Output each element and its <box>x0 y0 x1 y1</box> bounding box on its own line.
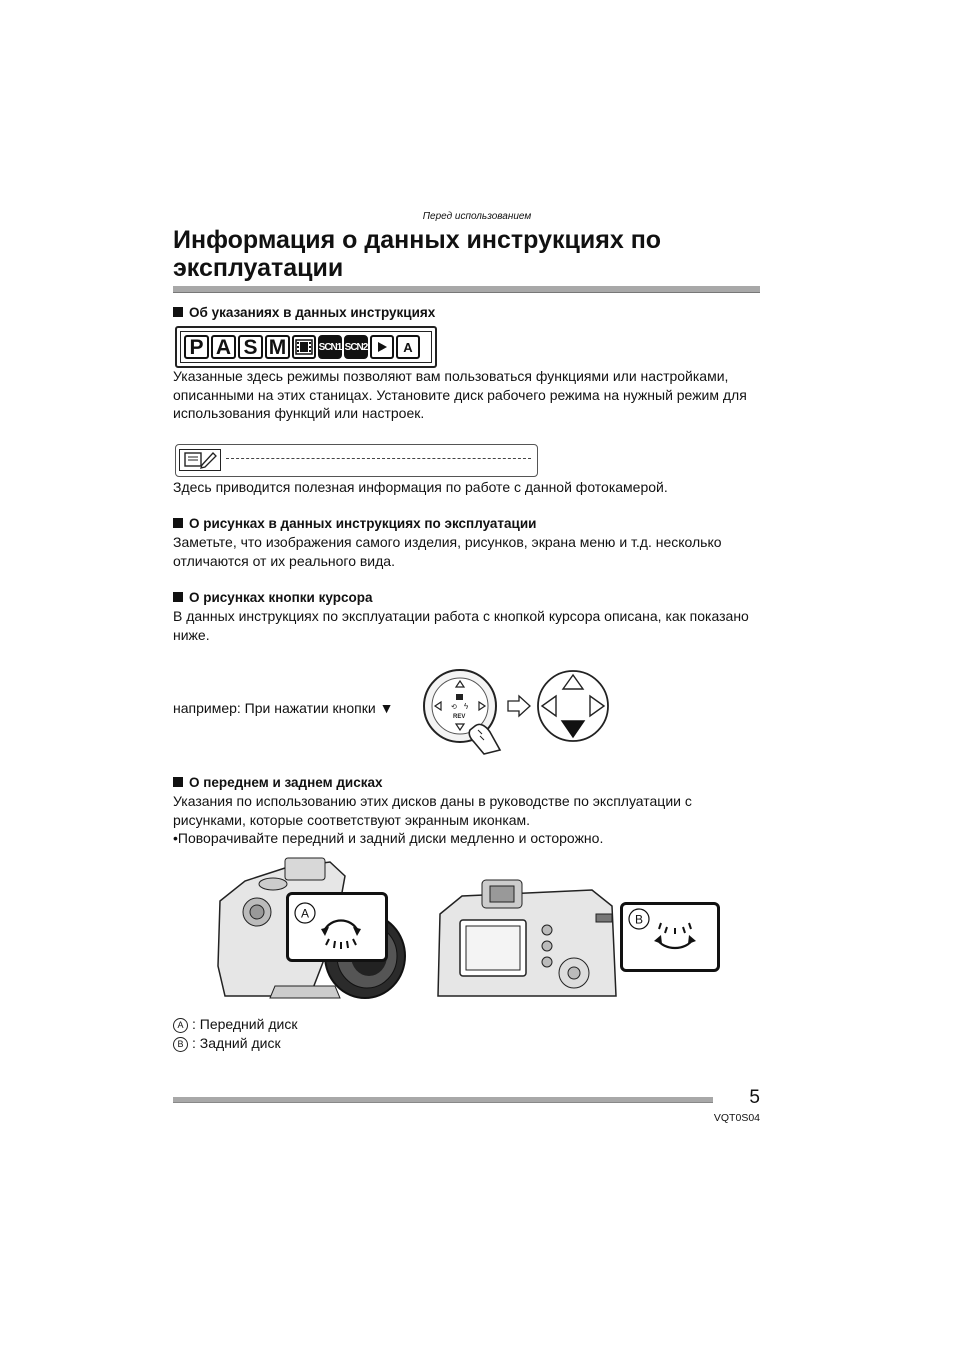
mode-icons-row <box>180 331 432 363</box>
mode-icon-s: S <box>238 335 263 359</box>
section-header: Перед использованием <box>422 211 532 222</box>
section-heading-pictures: О рисунках в данных инструкциях по эксплуатации <box>173 516 536 531</box>
section-text-pictures: Заметьте, что изображения самого изделия, рисунков, экрана меню и т.д. несколько отличаются от их реального вида. <box>173 534 722 569</box>
mode-icon-p: P <box>184 335 209 359</box>
page-number: 5 <box>749 1087 760 1108</box>
legend-b-marker: B <box>173 1037 188 1052</box>
legend-item-rear: B : Задний диск <box>173 1035 281 1052</box>
note-pencil-icon <box>179 449 221 471</box>
dials-caution-bullet: •Поворачивайте передний и задний диски медленно и осторожно. <box>173 830 604 846</box>
mode-icon-scn2: SCN2 <box>344 335 368 359</box>
section-heading-instructions: Об указаниях в данных инструкциях <box>173 305 435 320</box>
section-heading-cursor: О рисунках кнопки курсора <box>173 590 372 605</box>
legend-a-marker: A <box>173 1018 188 1033</box>
note-dashed-line <box>226 458 531 459</box>
title-rule <box>173 286 760 293</box>
square-bullet-icon <box>173 518 183 528</box>
square-bullet-icon <box>173 307 183 317</box>
svg-text:⟲: ⟲ <box>451 704 457 711</box>
note-text: Здесь приводится полезная информация по работе с данной фотокамерой. <box>173 479 668 495</box>
square-bullet-icon <box>173 777 183 787</box>
document-code: VQT0S04 <box>713 1112 760 1124</box>
right-arrow-icon <box>506 694 532 718</box>
motion-picture-icon <box>292 335 316 359</box>
mode-icon-m: M <box>265 335 290 359</box>
section-heading-dials: О переднем и заднем дисках <box>173 775 383 790</box>
page-title <box>173 226 773 282</box>
svg-text:ϟ: ϟ <box>464 702 469 711</box>
section-text-dials: Указания по использованию этих дисков даны в руководстве по эксплуатации с рисунками, которые соответствуют экранным иконкам. <box>173 793 692 828</box>
mode-icon-a: A <box>211 335 236 359</box>
mode-icon-scn1: SCN1 <box>318 335 342 359</box>
rev-label: REV <box>453 714 466 720</box>
callout-b-marker: B <box>634 912 644 927</box>
legend-item-front: A : Передний диск <box>173 1016 297 1033</box>
section-text-cursor: В данных инструкциях по эксплуатации работа с кнопкой курсора описана, как показано ниже. <box>173 608 749 643</box>
rear-dial-callout <box>620 902 720 972</box>
page-title-line2: эксплуатации <box>173 254 344 282</box>
footer-rule <box>173 1097 713 1103</box>
mode-icon-auto: A <box>396 335 420 359</box>
section-text-instructions: Указанные здесь режимы позволяют вам пользоваться функциями или настройками, описанными на этих станицах. Установите диск рабочего режима на нужный режим для использования функций или настроек. <box>173 368 747 421</box>
page-title-line1: Информация о данных инструкциях по <box>173 226 662 254</box>
camera-back-illustration <box>432 876 622 1000</box>
cursor-button-illustration <box>420 664 515 756</box>
note-box <box>175 444 538 477</box>
playback-icon <box>370 335 394 359</box>
cursor-down-diagram <box>536 669 610 743</box>
square-bullet-icon <box>173 592 183 602</box>
cursor-example-text: например: При нажатии кнопки ▼ <box>173 700 394 716</box>
mode-icons-box <box>175 326 437 368</box>
callout-a-marker: A <box>300 906 310 921</box>
front-dial-callout <box>286 892 388 962</box>
